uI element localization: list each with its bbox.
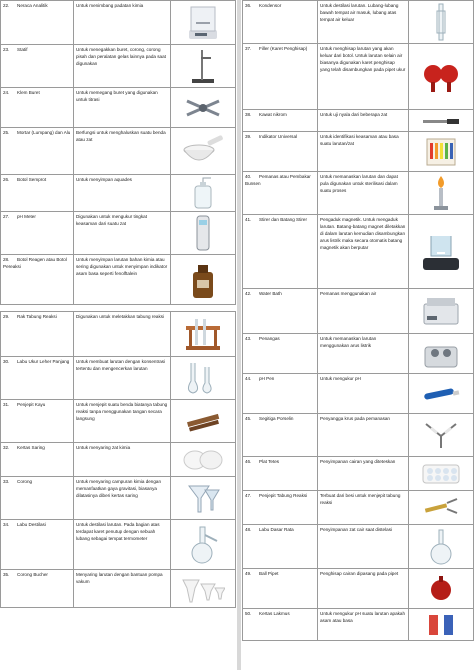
item-name: Botol Reagen atau Botol Pereaksi (3, 257, 67, 270)
item-image-cell (409, 569, 474, 609)
table-row (243, 132, 474, 172)
item-name: Labu Ukur Leher Panjang (17, 359, 70, 364)
item-description: Untuk mengukur pH (318, 374, 409, 414)
item-name: Penjepit Kayu (17, 402, 46, 407)
pipette-filler-icon (410, 60, 472, 94)
item-name: Water Bath (259, 291, 282, 296)
item-name-cell (1, 128, 74, 175)
item-name-cell (243, 609, 318, 641)
buchner-funnel-icon (172, 574, 234, 604)
item-name: Segitiga Porselin (259, 416, 294, 421)
table-row (1, 128, 236, 175)
item-name: Kertas Saring (17, 445, 45, 450)
table-row (1, 175, 236, 212)
item-number: 45. (245, 416, 252, 421)
item-image-cell (171, 443, 236, 477)
table-row (1, 255, 236, 305)
item-description: Untuk menyimpan aquades (74, 175, 171, 212)
item-description: Untuk menyimpan larutan bahan kimia atau sering digunakan untuk menyimpan indikator asam basa seperti fenolftalein (74, 255, 171, 305)
item-image-cell (171, 88, 236, 128)
item-number: 31. (3, 402, 10, 407)
item-name: pH Pen (259, 376, 275, 381)
item-name: Kondensor (259, 3, 282, 8)
item-name: Filler (Karet Penghisap) (259, 46, 308, 51)
table-row (1, 312, 236, 357)
item-image-cell (171, 477, 236, 520)
table-row (243, 110, 474, 132)
item-name-cell (243, 569, 318, 609)
item-number: 29. (3, 314, 10, 319)
reagent-bottle-icon (172, 260, 234, 300)
item-description: Penyimpanan zat cair saat distelasi (318, 525, 409, 569)
left-page (0, 0, 236, 670)
bunsen-burner-icon (410, 174, 472, 212)
item-image-cell (409, 215, 474, 289)
item-number: 49. (245, 571, 252, 576)
magnetic-stirrer-icon (410, 230, 472, 274)
item-description: Berfungsi untuk menghaluskan suatu benda atau zat (74, 128, 171, 175)
item-description: Untuk memanaskan larutan menggunakan arus listrik (318, 334, 409, 374)
item-number: 22. (3, 3, 10, 8)
item-number: 27. (3, 214, 10, 219)
item-image-cell (171, 357, 236, 400)
item-name-cell (1, 443, 74, 477)
item-image-cell (171, 212, 236, 255)
item-number: 28. (3, 257, 10, 262)
water-bath-icon (410, 294, 472, 328)
spot-plate-icon (410, 462, 472, 486)
item-name: Labu Dasar Rata (259, 527, 294, 532)
item-name: Corong Bucher (17, 572, 48, 577)
item-name-cell (243, 491, 318, 525)
item-number: 35. (3, 572, 10, 577)
table-row (1, 45, 236, 88)
tube-holder-icon (410, 497, 472, 519)
table-row (243, 414, 474, 457)
table-row (1, 477, 236, 520)
item-image-cell (409, 132, 474, 172)
table-row (243, 172, 474, 215)
item-name: Mortar (Lumpang) dan Alu (17, 130, 71, 135)
item-description: Digunakan untuk meletakkan tabung reaksi (74, 312, 171, 357)
item-number: 30. (3, 359, 10, 364)
item-image-cell (409, 525, 474, 569)
table-row (243, 457, 474, 491)
item-description: Untuk mengukur pH suatu larutan apakah asam atau basa (318, 609, 409, 641)
item-description: Menyaring larutan dengan bantuan pompa vakum (74, 570, 171, 608)
table-row (1, 400, 236, 443)
universal-indicator-icon (410, 137, 472, 167)
item-number: 40. (245, 174, 252, 179)
table-row (1, 212, 236, 255)
item-number: 46. (245, 459, 252, 464)
item-name: Penangas (259, 336, 280, 341)
item-image-cell (171, 128, 236, 175)
item-image-cell (409, 110, 474, 132)
item-image-cell (171, 570, 236, 608)
item-number: 43. (245, 336, 252, 341)
item-image-cell (409, 374, 474, 414)
item-number: 37. (245, 46, 252, 51)
item-name: Penjepit Tabung Reaksi (259, 493, 308, 498)
item-image-cell (409, 491, 474, 525)
balance-icon (172, 4, 234, 42)
item-name-cell (1, 255, 74, 305)
item-image-cell (409, 334, 474, 374)
item-number: 25. (3, 130, 10, 135)
item-name-cell (1, 312, 74, 357)
item-name-cell (243, 289, 318, 334)
item-name-cell (243, 1, 318, 44)
distillation-flask-icon (172, 525, 234, 565)
item-image-cell (171, 1, 236, 45)
item-name-cell (243, 132, 318, 172)
item-description: Untuk identifikasi keasaman atau basa suatu larutan/zat (318, 132, 409, 172)
item-number: 36. (245, 3, 252, 8)
table-row (243, 1, 474, 44)
table-row (1, 443, 236, 477)
item-name: Kawat nikrom (259, 112, 287, 117)
item-description: Untuk menyaring zat kimia (74, 443, 171, 477)
item-name: Stirer dan Batang Stirer (259, 217, 308, 222)
item-name-cell (243, 374, 318, 414)
item-name-cell (1, 175, 74, 212)
table-row (243, 569, 474, 609)
table-row (243, 215, 474, 289)
wood-clamp-icon (172, 406, 234, 436)
item-name: Pemanas atau Pembakar Bunsen (245, 174, 311, 187)
right-page (242, 0, 474, 670)
item-image-cell (171, 45, 236, 88)
item-number: 32. (3, 445, 10, 450)
item-name: Ball Pipet (259, 571, 279, 576)
table-row (243, 44, 474, 110)
item-name-cell (243, 334, 318, 374)
table-row (1, 357, 236, 400)
item-description: Untuk menjepit suatu benda biatanya tabung reaksi tanpa menggunakan tangan secara langsung (74, 400, 171, 443)
item-number: 41. (245, 217, 252, 222)
item-description: Pengaduk magnetik. Untuk mengaduk larutan. Batang-batang magnet diletakkan di dalam larutan kemudian disambungkan arus listrik maka secara otomatis batang magnetik akan berputar (318, 215, 409, 289)
item-description: Untuk menyaring campuran kimia dengan memanfaatkan gaya gravitasi, biasanya dilatasinya diberi kertas saring (74, 477, 171, 520)
wash-bottle-icon (172, 176, 234, 210)
item-name: pH Meter (17, 214, 36, 219)
table-row (243, 374, 474, 414)
item-name-cell (243, 414, 318, 457)
mortar-icon (172, 134, 234, 168)
clamp-icon (172, 95, 234, 121)
item-image-cell (409, 289, 474, 334)
item-number: 42. (245, 291, 252, 296)
volumetric-flask-icon (172, 361, 234, 395)
funnel-icon (172, 482, 234, 514)
item-description: Penyimpanan cairan yang diteteskan (318, 457, 409, 491)
equipment-table-left (0, 0, 236, 608)
item-image-cell (409, 457, 474, 491)
item-number: 33. (3, 479, 10, 484)
item-image-cell (409, 609, 474, 641)
stand-icon (172, 47, 234, 85)
item-name-cell (1, 45, 74, 88)
item-name: Neraca Analitik (17, 3, 48, 8)
equipment-table-right (242, 0, 474, 641)
pipette-bulb-icon (410, 574, 472, 604)
table-row (243, 609, 474, 641)
ph-meter-icon (172, 214, 234, 252)
hot-plate-icon (410, 339, 472, 369)
page-divider (237, 0, 241, 670)
item-name: Klem Buret (17, 90, 40, 95)
item-image-cell (171, 400, 236, 443)
item-name-cell (243, 172, 318, 215)
item-image-cell (171, 520, 236, 570)
table-row (243, 525, 474, 569)
item-number: 38. (245, 112, 252, 117)
item-image-cell (409, 1, 474, 44)
table-row (1, 1, 236, 45)
nichrome-wire-icon (410, 116, 472, 126)
item-name-cell (243, 525, 318, 569)
item-number: 34. (3, 522, 10, 527)
item-description: Untuk menimbang padatan kimia (74, 1, 171, 45)
clay-triangle-icon (410, 420, 472, 450)
item-description: Untuk memanaskan larutan dan dapat pula digunakan untuk sterilisasi dalam suatu proses (318, 172, 409, 215)
item-description: Untuk menghisap larutan yang akan keluar dari botol. Untuk larutan selain air biasanya digunakan karet penghisap yang telah disambungkan pada pipet ukur (318, 44, 409, 110)
item-description: Untuk memegang buret yang digunakan untuk titrasi (74, 88, 171, 128)
item-image-cell (409, 172, 474, 215)
item-number: 44. (245, 376, 252, 381)
item-name-cell (1, 357, 74, 400)
item-description: Untuk destilasi larutan. Lubang-lubang bawah tempat air masuk, lubang atas tempat air keluar (318, 1, 409, 44)
item-name-cell (243, 44, 318, 110)
item-name: Statif (17, 47, 28, 52)
item-description: Untuk membuat larutan dengan konsentrasi tertentu dan mengencerkan larutan (74, 357, 171, 400)
flat-flask-icon (410, 528, 472, 566)
item-image-cell (171, 255, 236, 305)
filter-paper-icon (172, 448, 234, 472)
table-row (1, 570, 236, 608)
item-name-cell (1, 88, 74, 128)
table-row (243, 334, 474, 374)
item-name-cell (1, 477, 74, 520)
item-name: Kertas Lakmus (259, 611, 290, 616)
item-number: 39. (245, 134, 252, 139)
item-description: Penyangga krus pada pemanasan (318, 414, 409, 457)
table-row (243, 289, 474, 334)
item-image-cell (409, 44, 474, 110)
condenser-icon (410, 3, 472, 41)
item-name-cell (1, 570, 74, 608)
item-number: 26. (3, 177, 10, 182)
item-description: Untuk menegakkan buret, corong, corong pisah dan peralatan gelas lainnya pada saat digunakan (74, 45, 171, 88)
item-image-cell (409, 414, 474, 457)
item-image-cell (171, 312, 236, 357)
item-number: 23. (3, 47, 10, 52)
litmus-paper-icon (410, 612, 472, 638)
item-description: Untuk uji nyala dari beberapa zat (318, 110, 409, 132)
item-description: Penghisap cairan dipasang pada pipet (318, 569, 409, 609)
item-name: Labu Destilasi (17, 522, 46, 527)
item-name: Rak Tabung Reaksi (17, 314, 57, 319)
item-name-cell (243, 215, 318, 289)
item-name: Indikator Universal (259, 134, 298, 139)
item-number: 47. (245, 493, 252, 498)
item-name-cell (243, 457, 318, 491)
item-description: Terbuat dari besi untuk menjepit tabung reaksi (318, 491, 409, 525)
item-name: Corong (17, 479, 33, 484)
item-number: 48. (245, 527, 252, 532)
item-description: Digunakan untuk mengukur tingkat keasaman dari suatu zat (74, 212, 171, 255)
item-number: 50. (245, 611, 252, 616)
item-description: Pemanas menggunakan air (318, 289, 409, 334)
item-name-cell (1, 520, 74, 570)
item-number: 24. (3, 90, 10, 95)
table-row (1, 88, 236, 128)
item-name: Plat Tetes (259, 459, 280, 464)
ph-pen-icon (410, 387, 472, 401)
table-row (243, 491, 474, 525)
item-image-cell (171, 175, 236, 212)
item-description: Untuk destilasi larutan. Pada bagian atas terdapat karet penutup dengan sebuah lubang sebagai tempat termometer (74, 520, 171, 570)
item-name-cell (1, 1, 74, 45)
item-name-cell (1, 212, 74, 255)
table-row (1, 520, 236, 570)
item-name-cell (1, 400, 74, 443)
tube-rack-icon (172, 316, 234, 352)
item-name-cell (243, 110, 318, 132)
item-name: Botol Semprot (17, 177, 47, 182)
